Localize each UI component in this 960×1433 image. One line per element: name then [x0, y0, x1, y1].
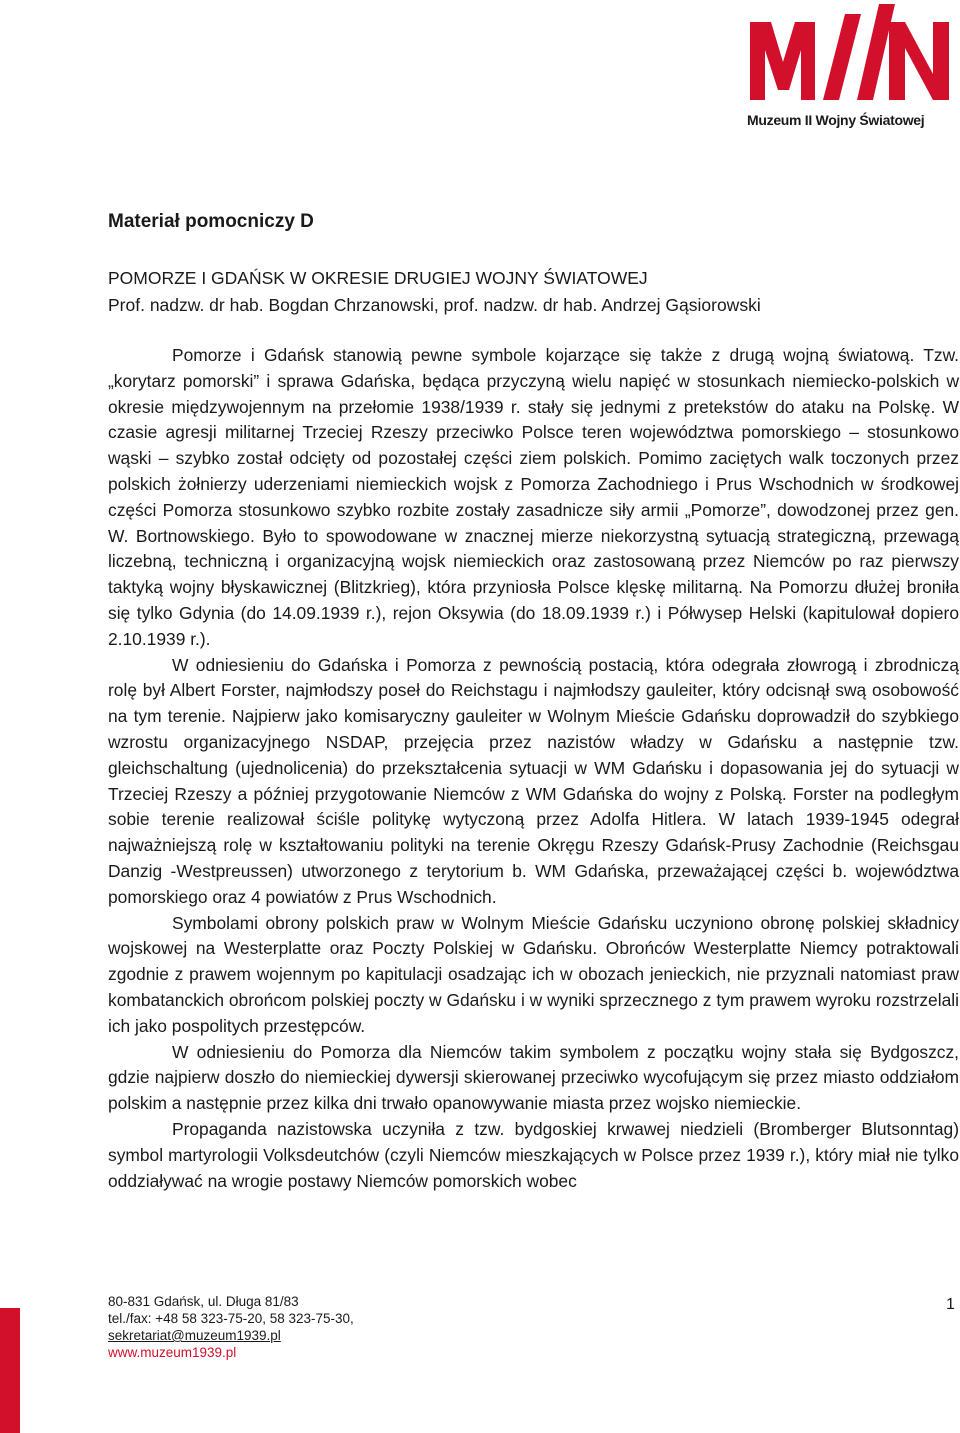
document-header [108, 265, 761, 319]
footer-address: 80-831 Gdańsk, ul. Długa 81/83 [108, 1294, 299, 1309]
page-number: 1 [946, 1296, 955, 1313]
museum-logo [745, 0, 955, 136]
paragraph: Propaganda nazistowska uczyniła z tzw. bydgoskiej krwawej niedzieli (Bromberger Blutsonntag) symbol martyrologii Volksdeutchów (czyli Niemców mieszkających w Polsce przez 1939 r.), który miał nie tylko oddziaływać na wrogie postawy Niemców pomorskich wobec [108, 1118, 959, 1191]
document-label: Materiał pomocniczy D [108, 211, 314, 232]
footer-website-link[interactable]: www.muzeum1939.pl [108, 1345, 237, 1360]
logo-mark-icon [745, 0, 955, 110]
footer-contact [108, 1293, 354, 1361]
decorative-red-bar [0, 1308, 20, 1433]
paragraph: Pomorze i Gdańsk stanowią pewne symbole kojarzące się także z drugą wojną światową. Tzw. „korytarz pomorski” i sprawa Gdańska, będąca przyczyną wielu napięć w stosunkach niemiecko-polskich w okresie międzywojennym na przełomie 1938/1939 r. stały się jednymi z pretekstów do ataku na Polskę. W czasie agresji militarnej Trzeciej Rzeszy przeciwko Polsce teren województwa pomorskiego – stosunkowo wąski – szybko został odcięty od pozostałej części ziem polskich. Pomimo zaciętych walk toczonych przez polskich żołnierzy uderzeniami niemieckich wojsk z Pomorza Zachodniego i Prus Wschodnich w środkowej części Pomorza stosunkowo szybko rozbite zostały zasadnicze siły armii „Pomorze”, dowodzonej przez gen. W. Bortnowskiego. Było to spowodowane w znacznej mierze niekorzystną sytuacją strategiczną, przewagą liczebną, techniczną i organizacyjną wojsk niemieckich oraz zastosowaną przez Niemców po raz pierwszy taktyką wojny błyskawicznej (Blitzkrieg), która przyniosła Polsce klęskę militarną. Na Pomorzu dłużej broniła się tylko Gdynia (do 14.09.1939 r.), rejon Oksywia (do 18.09.1939 r.) i Półwysep Helski (kapitulował dopiero 2.10.1939 r.). [108, 345, 959, 649]
document-title: POMORZE I GDAŃSK W OKRESIE DRUGIEJ WOJNY ŚWIATOWEJ [108, 268, 648, 288]
museum-name: Muzeum II Wojny Światowej [747, 112, 925, 128]
document-authors: Prof. nadzw. dr hab. Bogdan Chrzanowski, prof. nadzw. dr hab. Andrzej Gąsiorowski [108, 295, 761, 315]
paragraph: W odniesieniu do Pomorza dla Niemców takim symbolem z początku wojny stała się Bydgoszcz, gdzie najpierw doszło do niemieckiej dywersji skierowanej przeciwko wycofującym się przez miasto oddziałom polskim a następnie przez kilka dni trwało opanowywanie miasta przez wojsko niemieckie. [108, 1041, 959, 1114]
paragraph: W odniesieniu do Gdańska i Pomorza z pewnością postacią, która odegrała złowrogą i zbrodniczą rolę był Albert Forster, najmłodszy poseł do Reichstagu i najmłodszy gauleiter, który odcisnął swą osobowość na tym terenie. Najpierw jako komisaryczny gauleiter w Wolnym Mieście Gdańsku doprowadził do szybkiego wzrostu organizacyjnego NSDAP, przejęcia przez nazistów władzy w Gdańsku a następnie tzw. gleichschaltung (ujednolicenia) do przekształcenia sytuacji w WM Gdańsku i dopasowania jej do sytuacji w Trzeciej Rzeszy a później przygotowanie Niemców z WM Gdańska do wojny z Polską. Forster na podległym sobie terenie realizował ściśle politykę wytyczoną przez Adolfa Hitlera. W latach 1939-1945 odegrał najważniejszą rolę w kształtowaniu polityki na terenie Okręgu Rzeszy Gdańsk-Prusy Zachodnie (Reichsgau Danzig -Westpreussen) utworzonego z terytorium b. WM Gdańska, przeważającej części b. województwa pomorskiego oraz 4 powiatów z Prus Wschodnich. [108, 654, 959, 907]
footer-email-link[interactable]: sekretariat@muzeum1939.pl [108, 1328, 281, 1343]
paragraph: Symbolami obrony polskich praw w Wolnym Mieście Gdańsku uczyniono obronę polskiej składnicy wojskowej na Westerplatte oraz Poczty Polskiej w Gdańsku. Obrońców Westerplatte Niemcy potraktowali zgodnie z prawem wojennym po kapitulacji osadzając ich w obozach jenieckich, nie przyznali natomiast praw kombatanckich obrońcom polskiej poczty w Gdańsku i w wyniki sprzecznego z tym prawem wyroku rozstrzelali ich jako pospolitych przestępców. [108, 912, 959, 1036]
document-body [108, 343, 959, 1194]
footer-phone: tel./fax: +48 58 323-75-20, 58 323-75-30, [108, 1311, 354, 1326]
